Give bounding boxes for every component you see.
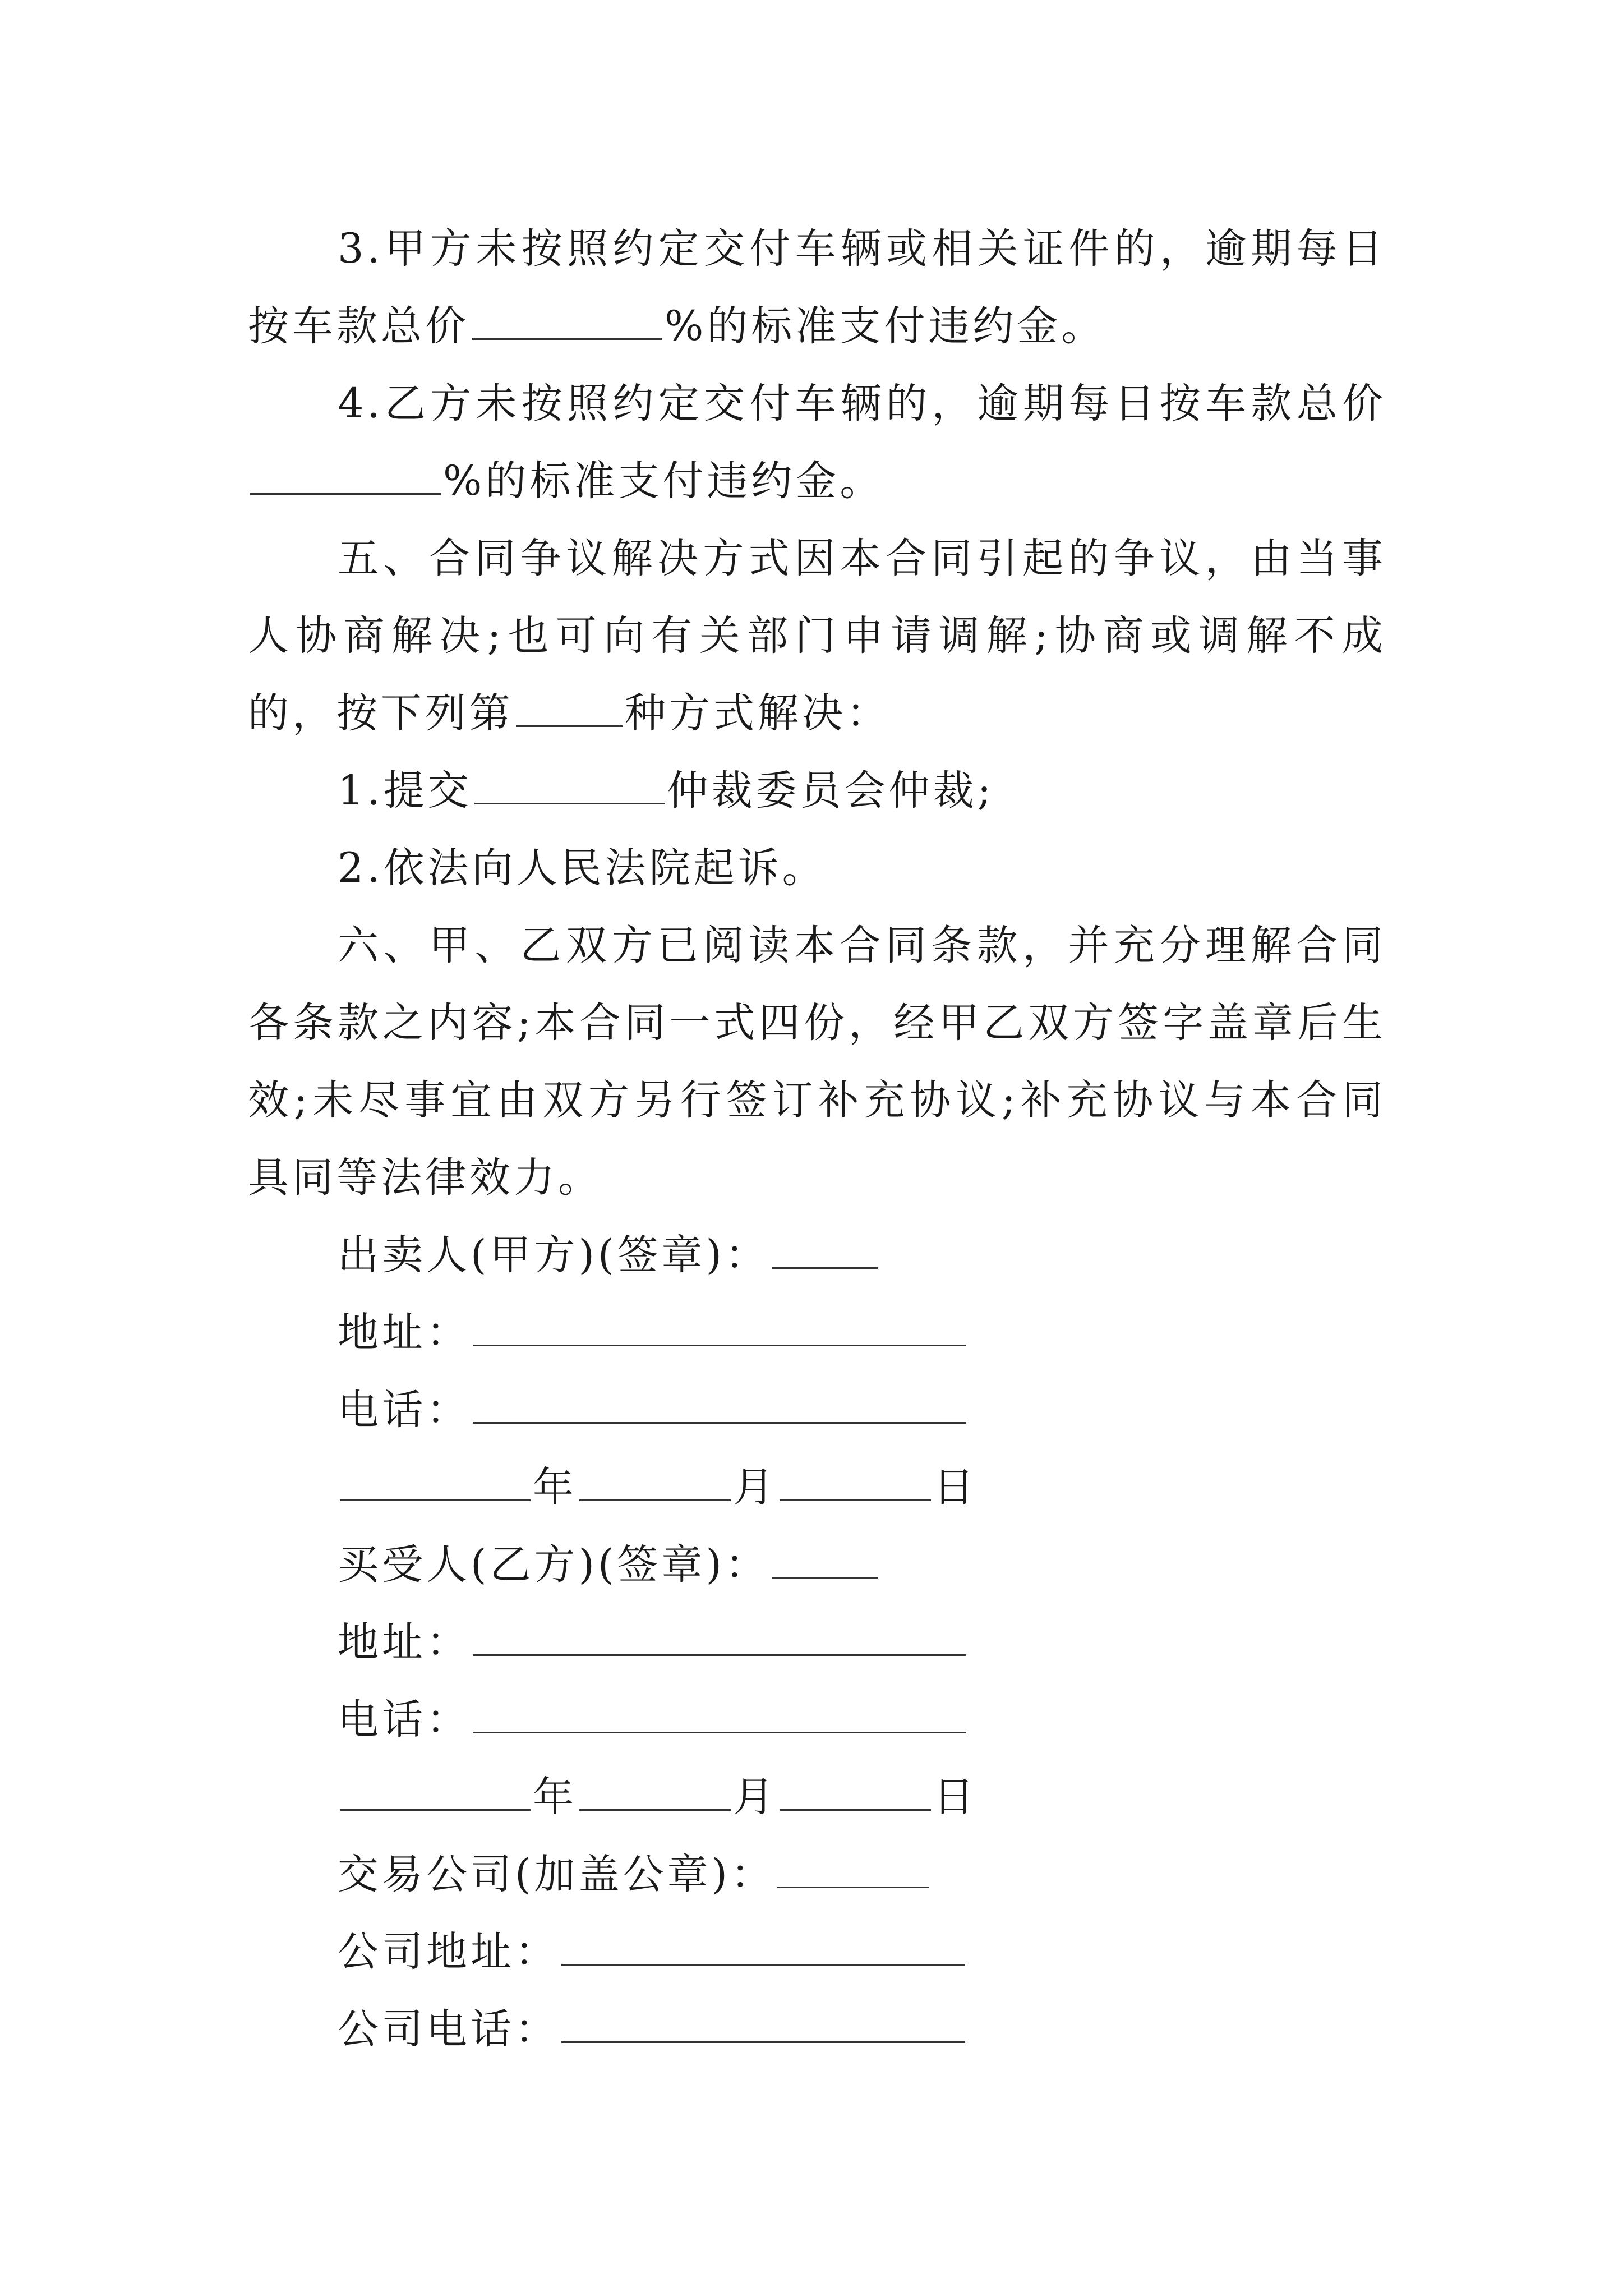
percentage-blank bbox=[472, 305, 662, 340]
seller-signature-line bbox=[248, 1217, 1386, 1294]
year-blank bbox=[340, 1775, 531, 1811]
buyer-phone-line bbox=[248, 1681, 1386, 1759]
clause-5 bbox=[248, 520, 1386, 752]
month-label: 月 bbox=[733, 1773, 777, 1821]
clause-4 bbox=[248, 365, 1386, 520]
seller-address-blank bbox=[473, 1311, 966, 1346]
day-blank bbox=[780, 1466, 931, 1501]
option-2: 2.依法向人民法院起诉。 bbox=[338, 844, 827, 892]
seller-phone-blank bbox=[473, 1388, 966, 1424]
month-blank bbox=[579, 1466, 731, 1501]
buyer-address-label: 地址： bbox=[338, 1618, 471, 1666]
clause-5-text-end: 种方式解决： bbox=[625, 689, 891, 737]
buyer-signature-line bbox=[248, 1526, 1386, 1604]
option-1 bbox=[248, 752, 1386, 830]
buyer-address-blank bbox=[473, 1621, 966, 1656]
buyer-phone-label: 电话： bbox=[338, 1696, 471, 1743]
seller-address-line bbox=[248, 1294, 1386, 1372]
clause-3 bbox=[248, 210, 1386, 365]
company-phone-blank bbox=[561, 2008, 965, 2043]
company-address-blank bbox=[561, 1930, 965, 1966]
year-label: 年 bbox=[533, 1773, 577, 1821]
month-blank bbox=[579, 1775, 731, 1811]
seller-phone-label: 电话： bbox=[338, 1386, 471, 1434]
year-label: 年 bbox=[533, 1464, 577, 1511]
clause-6: 六、甲、乙双方已阅读本合同条款，并充分理解合同各条款之内容;本合同一式四份，经甲乙双方签字盖章后生效;未尽事宜由双方另行签订补充协议;补充协议与本合同具同等法律效力。 bbox=[248, 922, 1386, 1202]
company-seal-blank bbox=[777, 1853, 929, 1888]
option-1-text: 1.提交 bbox=[338, 767, 472, 815]
buyer-phone-blank bbox=[473, 1698, 966, 1733]
buyer-date-line bbox=[248, 1759, 1386, 1836]
seller-address-label: 地址： bbox=[338, 1309, 471, 1356]
seller-phone-line bbox=[248, 1372, 1386, 1449]
buyer-signature-blank bbox=[772, 1543, 878, 1579]
company-address-line bbox=[248, 1913, 1386, 1991]
buyer-address-line bbox=[248, 1604, 1386, 1681]
day-label: 日 bbox=[933, 1773, 978, 1821]
company-label: 交易公司(加盖公章)： bbox=[338, 1851, 775, 1898]
month-label: 月 bbox=[733, 1464, 777, 1511]
company-phone-label: 公司电话： bbox=[338, 2005, 559, 2053]
option-1-text-end: 仲裁委员会仲裁; bbox=[667, 767, 995, 815]
clause-4-text: 4.乙方未按照约定交付车辆的，逾期每日按车款总价 bbox=[338, 380, 1386, 427]
buyer-label: 买受人(乙方)(签章)： bbox=[338, 1541, 769, 1589]
option-number-blank bbox=[516, 692, 623, 727]
clause-4-text-end: %的标准支付违约金。 bbox=[443, 457, 884, 505]
clause-3-text-end: %的标准支付违约金。 bbox=[665, 302, 1106, 350]
clause-5-text: 五、合同争议解决方式因本合同引起的争议，由当事人协商解决;也可向有关部门申请调解;协商或调解不成的，按下列第 bbox=[248, 535, 1386, 737]
company-seal-line bbox=[248, 1836, 1386, 1913]
day-blank bbox=[780, 1775, 931, 1811]
clause-3-text: 3.甲方未按照约定交付车辆或相关证件的，逾期每日按车款总价 bbox=[248, 225, 1386, 350]
document-page bbox=[248, 210, 1386, 2068]
seller-date-line bbox=[248, 1449, 1386, 1526]
seller-label: 出卖人(甲方)(签章)： bbox=[338, 1231, 769, 1279]
company-phone-line bbox=[248, 1991, 1386, 2068]
year-blank bbox=[340, 1466, 531, 1501]
company-address-label: 公司地址： bbox=[338, 1928, 559, 1976]
arbitration-blank bbox=[474, 769, 665, 804]
percentage-blank bbox=[250, 459, 441, 495]
seller-signature-blank bbox=[772, 1234, 878, 1269]
day-label: 日 bbox=[933, 1464, 978, 1511]
